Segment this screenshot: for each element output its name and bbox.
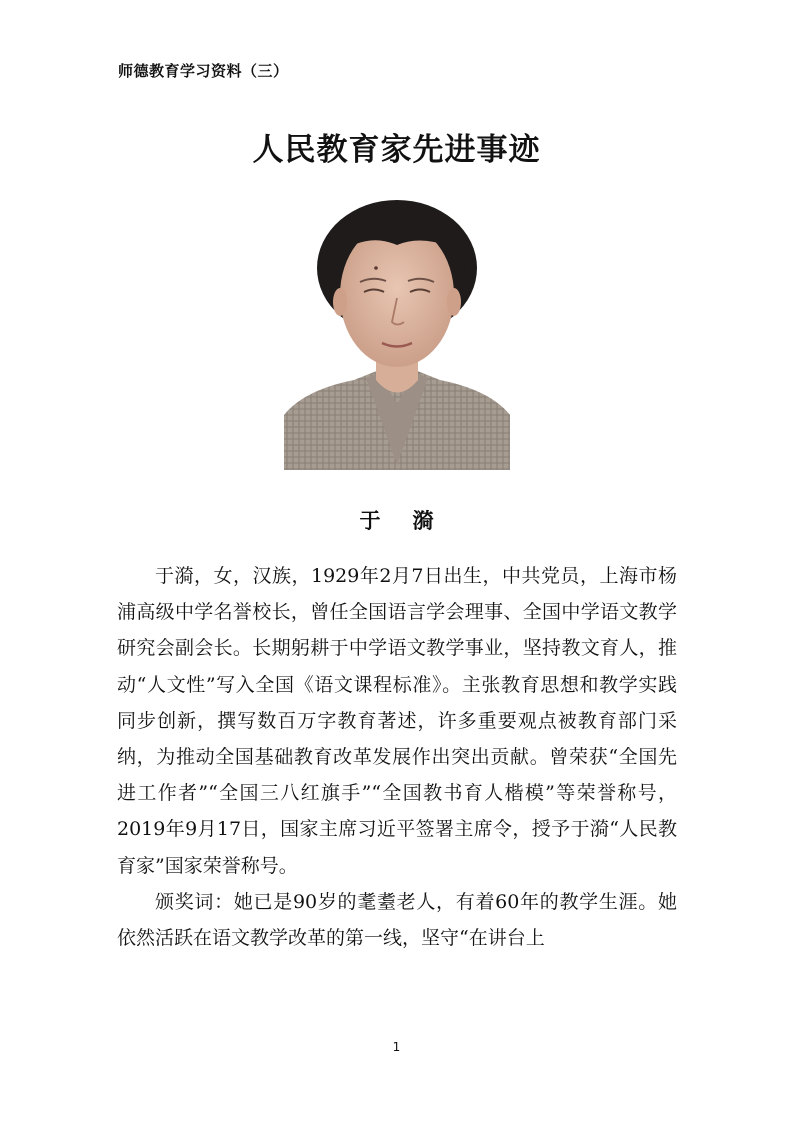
portrait-photo [284,190,510,470]
award-paragraph: 颁奖词：她已是90岁的耄耋老人，有着60年的教学生涯。她依然活跃在语文教学改革的第一线，坚守“在讲台上 [117,890,677,950]
page-number: 1 [392,1040,401,1054]
document-body [117,558,677,956]
bio-paragraph: 于漪，女，汉族，1929年2月7日出生，中共党员，上海市杨浦高级中学名誉校长，曾任全国语言学会理事、全国中学语文教学研究会副会长。长期躬耕于中学语文教学事业，坚持教文育人，推动“人文性”写入全国《语文课程标准》。主张教育思想和教学实践同步创新，撰写数百万字教育著述，许多重要观点被教育部门采纳，为推动全国基础教育改革发展作出突出贡献。曾荣获“全国先进工作者”“全国三八红旗手”“全国教书育人楷模”等荣誉称号，2019年9月17日，国家主席习近平签署主席令，授予于漪“人民教育家”国家荣誉称号。 [117,565,677,877]
document-header: 师德教育学习资料（三） [118,62,289,80]
name-first-char: 于 [359,508,381,533]
page-title: 人民教育家先进事迹 [252,132,541,168]
person-name [0,505,793,535]
name-second-char: 漪 [412,508,434,533]
